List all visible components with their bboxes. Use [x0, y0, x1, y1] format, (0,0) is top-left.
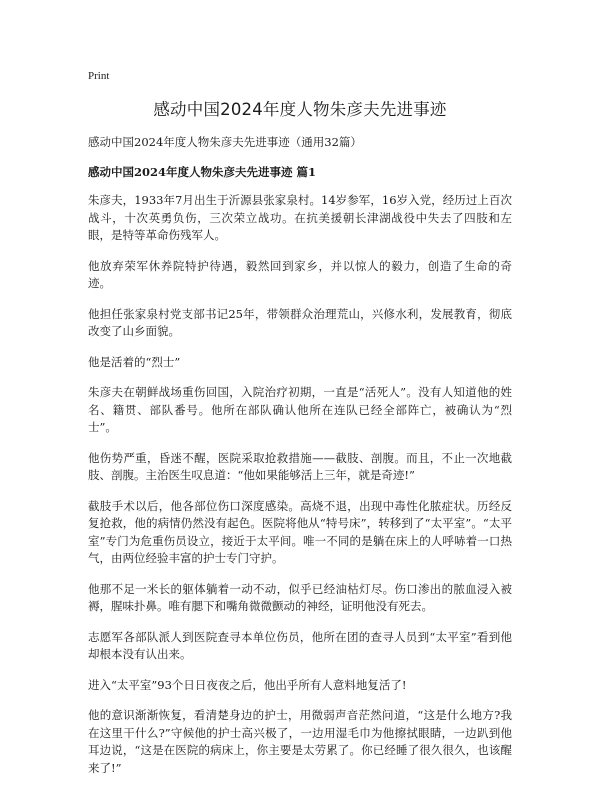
- paragraph: 他伤势严重，昏迷不醒，医院采取抢救措施——截肢、剖腹。而且，不止一次地截肢、剖腹。主治医生叹息道：“他如果能够活上三年，就是奇迹!”: [88, 450, 512, 482]
- paragraph: 他放弃荣军休养院特护待遇，毅然回到家乡，并以惊人的毅力，创造了生命的奇迹。: [88, 258, 512, 290]
- document-title: 感动中国2024年度人物朱彦夫先进事迹: [153, 100, 447, 119]
- paragraph: 他那不足一米长的躯体躺着一动不动，似乎已经油枯灯尽。伤口渗出的脓血浸入被褥，腥味扑鼻。唯有腮下和嘴角微微颤动的神经，证明他没有死去。: [88, 581, 512, 613]
- paragraph: 志愿军各部队派人到医院查寻本单位伤员，他所在团的查寻人员到“太平室”看到他却根本没有认出来。: [88, 629, 512, 661]
- print-label: Print: [88, 70, 110, 82]
- paragraph: 朱彦夫，1933年7月出生于沂源县张家泉村。14岁参军，16岁入党，经历过上百次战斗，十次英勇负伤，三次荣立战功。在抗美援朝长津湖战役中失去了四肢和左眼，是特等革命伤残军人。: [88, 193, 512, 242]
- paragraph: 他的意识渐渐恢复，看清楚身边的护士，用微弱声音茫然问道，“这是什么地方?我在这里干什么?”守候他的护士高兴极了，一边用湿毛巾为他擦拭眼睛，一边趴到他耳边说，“这是在医院的病床上，你主要是太劳累了。你已经睡了很久很久，也该醒来了!”: [88, 708, 512, 775]
- paragraph: 他是活着的“烈士”: [88, 354, 181, 369]
- paragraph: 截肢手术以后，他各部位伤口深度感染。高烧不退，出现中毒性化脓症状。历经反复抢救，他的病情仍然没有起色。医院将他从“特号床”，转移到了“太平室”。“太平室”专门为危重伤员设立，接近于太平间。唯一不同的是躺在床上的人呼哧着一口热气，由两位经验丰富的护士专门守护。: [88, 498, 512, 565]
- paragraph: 朱彦夫在朝鲜战场重伤回国，入院治疗初期，一直是“活死人”。没有人知道他的姓名、籍贯、部队番号。他所在部队确认他所在连队已经全部阵亡，被确认为“烈士”。: [88, 385, 512, 434]
- document-page: [88, 70, 512, 790]
- paragraph: 进入“太平室”93个日日夜夜之后，他出乎所有人意料地复活了!: [88, 677, 407, 692]
- document-subtitle: 感动中国2024年度人物朱彦夫先进事迹（通用32篇）: [88, 135, 362, 149]
- paragraph: 他担任张家泉村党支部书记25年，带领群众治理荒山，兴修水利，发展教育，彻底改变了山乡面貌。: [88, 306, 512, 338]
- section-heading: 感动中国2024年度人物朱彦夫先进事迹 篇1: [88, 165, 317, 179]
